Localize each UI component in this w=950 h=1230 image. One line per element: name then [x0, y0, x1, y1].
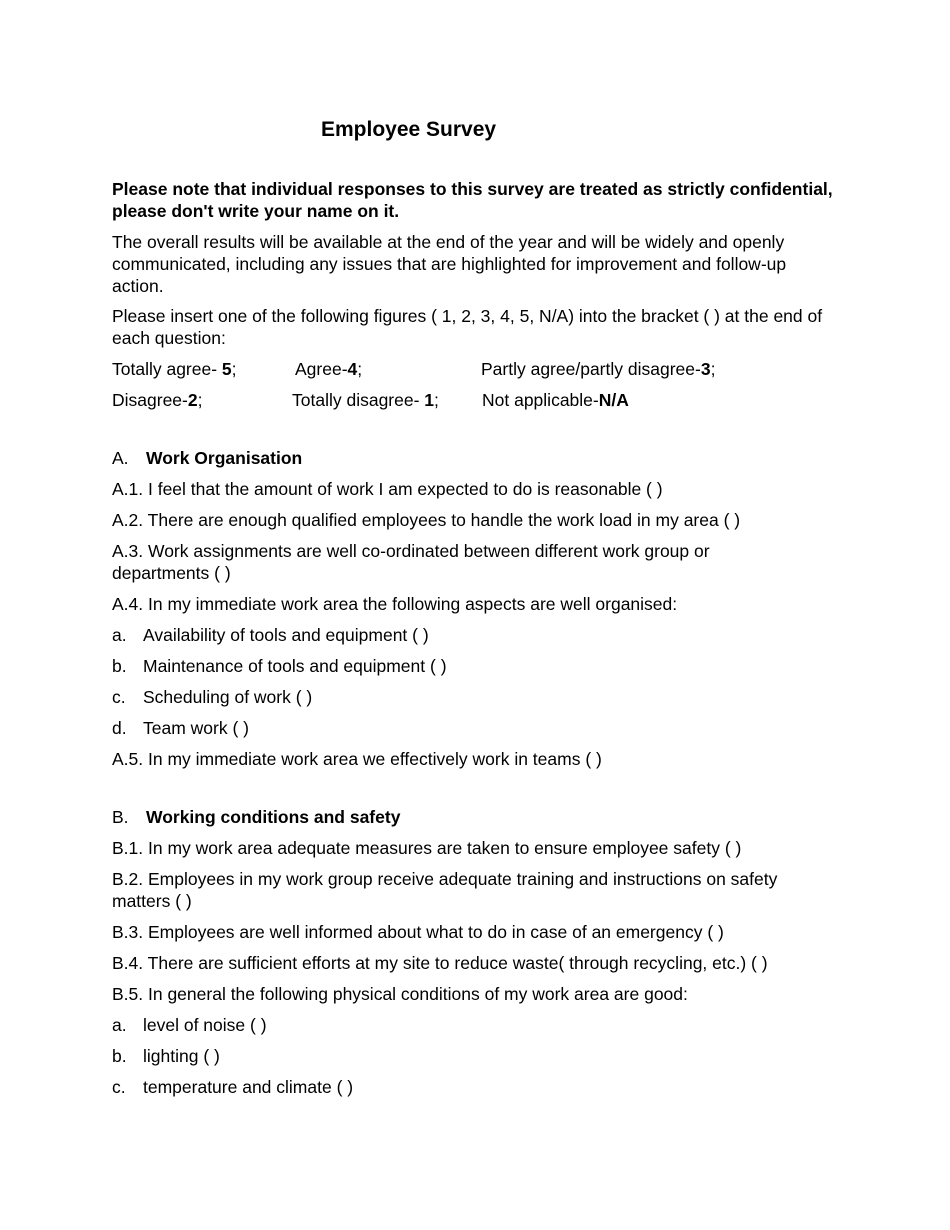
- question-a5: A.5. In my immediate work area we effectively work in teams ( ): [112, 749, 602, 769]
- question-b1: B.1. In my work area adequate measures are taken to ensure employee safety ( ): [112, 838, 742, 858]
- question-b2-line1: B.2. Employees in my work group receive adequate training and instructions on safety: [112, 869, 778, 889]
- scale-totally-disagree: Totally disagree- 1;: [292, 390, 439, 410]
- question-a4-item-a: a. Availability of tools and equipment ( ): [112, 625, 429, 645]
- question-b4: B.4. There are sufficient efforts at my site to reduce waste( through recycling, etc.) ( ): [112, 953, 768, 973]
- scale-partly-agree: Partly agree/partly disagree-3;: [481, 359, 716, 379]
- section-b-heading: B. Working conditions and safety: [112, 807, 401, 827]
- instruction-text: Please insert one of the following figures ( 1, 2, 3, 4, 5, N/A) into the bracket ( ) at the end of each question:: [112, 306, 823, 348]
- question-b3: B.3. Employees are well informed about what to do in case of an emergency ( ): [112, 922, 724, 942]
- question-b5-item-a: a. level of noise ( ): [112, 1015, 267, 1035]
- scale-totally-agree: Totally agree- 5;: [112, 359, 237, 379]
- question-b5-item-b: b. lighting ( ): [112, 1046, 220, 1066]
- question-b5-item-c: c. temperature and climate ( ): [112, 1077, 354, 1097]
- scale-not-applicable: Not applicable-N/A: [482, 390, 629, 410]
- section-a-heading: A. Work Organisation: [112, 448, 303, 468]
- question-a1: A.1. I feel that the amount of work I am expected to do is reasonable ( ): [112, 479, 663, 499]
- question-a4-item-b: b. Maintenance of tools and equipment ( ): [112, 656, 447, 676]
- results-note: The overall results will be available at the end of the year and will be widely and openly communicated, including any issues that are highlighted for improvement and follow-up action.: [112, 232, 787, 296]
- question-a4: A.4. In my immediate work area the following aspects are well organised:: [112, 594, 678, 614]
- page-title: Employee Survey: [321, 118, 497, 141]
- question-a3-line2: departments ( ): [112, 563, 231, 583]
- scale-agree: Agree-4;: [295, 359, 363, 379]
- confidentiality-note: Please note that individual responses to this survey are treated as strictly confidential, please don't write your name on it.: [112, 179, 833, 221]
- question-a3-line1: A.3. Work assignments are well co-ordinated between different work group or: [112, 541, 710, 561]
- question-b2-line2: matters ( ): [112, 891, 192, 911]
- question-a2: A.2. There are enough qualified employees to handle the work load in my area ( ): [112, 510, 741, 530]
- question-b5: B.5. In general the following physical conditions of my work area are good:: [112, 984, 688, 1004]
- question-a4-item-d: d. Team work ( ): [112, 718, 249, 738]
- question-a4-item-c: c. Scheduling of work ( ): [112, 687, 313, 707]
- scale-disagree: Disagree-2;: [112, 390, 203, 410]
